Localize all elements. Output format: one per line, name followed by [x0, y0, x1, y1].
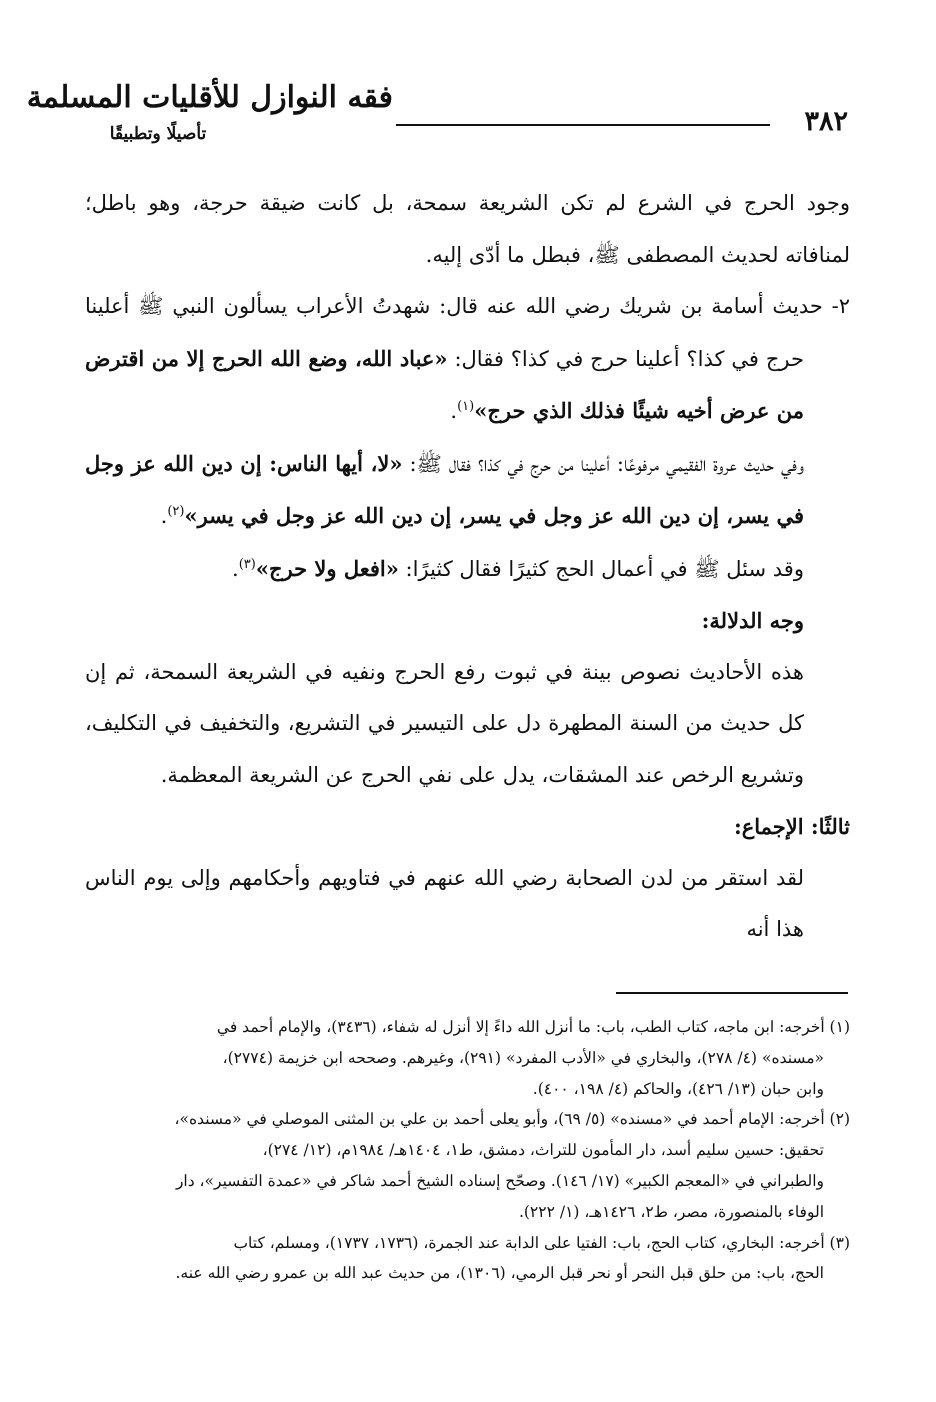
footnote-line: وابن حبان (١٣/ ٤٢٦)، والحاكم (٤/ ١٩٨، ٤٠٠).	[532, 1079, 824, 1098]
footnote-line: «مسنده» (٤/ ٢٧٨)، والبخاري في «الأدب المفرد» (٢٩١)، وغيرهم. وصححه ابن خزيمة (٢٧٧٤)،	[222, 1048, 824, 1067]
footnote-separator	[616, 992, 848, 994]
main-text	[85, 178, 850, 956]
hadith-text: وقد سئل ﷺ في أعمال الحج كثيرًا فقال كثيرًا:	[398, 556, 804, 581]
footnote-ref-1[interactable]: (١)	[457, 399, 475, 414]
header-rule	[396, 124, 770, 126]
footnote-1	[85, 1012, 850, 1104]
section-heading-consensus: ثالثًا: الإجماع:	[733, 814, 850, 839]
hadith-intro: ٢- حديث أسامة بن شريك رضي الله عنه قال: شهدتُ الأعراب يسألون النبي ﷺ أعلينا	[85, 294, 850, 318]
footnote-line: (٢) أخرجه: الإمام أحمد في «مسنده» (٥/ ٦٩)، وأبو يعلى أحمد بن علي بن المثنى الموصلي في «مسنده»،	[174, 1110, 850, 1129]
footnote-3	[85, 1228, 850, 1290]
footnote-line: تحقيق: حسين سليم أسد، دار المأمون للتراث، دمشق، ط١، ١٤٠٤هـ/ ١٩٨٤م، (١٢/ ٢٧٤)،	[262, 1141, 824, 1160]
hajj-paragraph	[85, 543, 850, 596]
hadith-text: وفي حديث عروة الفقيمي مرفوعًا: أعلينا من حرج في كذا؟ فقال ﷺ:	[402, 451, 804, 476]
book-title-block	[26, 72, 393, 156]
footnote-2	[85, 1104, 850, 1227]
paragraph-continuation	[85, 178, 850, 281]
hadith-quote: «لا، أيها الناس: إن دين الله عز وجل في يسر، إن دين الله عز وجل في يسر، إن دين الله عز وجل في يسر»	[85, 450, 804, 528]
hadith-quote: «عباد الله، وضع الله الحرج إلا من اقترض من عرض أخيه شيئًا فذلك الذي حرج»	[85, 345, 804, 423]
evidence-paragraph: هذه الأحاديث نصوص بينة في ثبوت رفع الحرج ونفيه في الشريعة السمحة، ثم إن كل حديث من السنة المطهرة دل على التيسير في التشريع، والتخفيف في التكليف، وتشريع الرخص عند المشقات، يدل على نفي الحرج عن الشريعة المعظمة.	[85, 659, 804, 787]
page-header	[26, 72, 848, 156]
section-heading-evidence: وجه الدلالة:	[701, 608, 804, 633]
footnote-line: الحج، باب: من حلق قبل النحر أو نحر قبل الرمي، (١٣٠٦)، من حديث عبد الله بن عمرو رضي الله عنه.	[175, 1264, 824, 1283]
paragraph-line: وجود الحرج في الشرع لم تكن الشريعة سمحة، بل كانت ضيقة حرجة، وهو باطل؛	[85, 191, 850, 215]
hadith-paragraph-urwa	[85, 438, 850, 543]
consensus-paragraph: لقد استقر من لدن الصحابة رضي الله عنهم في فتاويهم وأحكامهم وإلى يوم الناس هذا أنه	[85, 865, 804, 941]
footnote-line: (٣) أخرجه: البخاري، كتاب الحج، باب: الفتيا على الدابة عند الجمرة، (١٧٣٦، ١٧٣٧)، ومسلم، كتاب	[233, 1233, 850, 1252]
hadith-text: حرج في كذا؟ أعلينا حرج في كذا؟ فقال:	[447, 346, 804, 371]
page-number: ٣٨٢	[804, 106, 848, 137]
footnote-line: الوفاء بالمنصورة، مصر، ط٢، ١٤٢٦هـ، (١/ ٢٢٢).	[518, 1202, 824, 1221]
hadith-paragraph-osama	[85, 281, 850, 438]
footnote-line: والطبراني في «المعجم الكبير» (١٧/ ١٤٦). وصحّح إسناده الشيخ أحمد شاكر في «عمدة التفسير»، دار	[175, 1171, 824, 1190]
hadith-quote: «افعل ولا حرج»	[255, 555, 399, 581]
footnote-line: (١) أخرجه: ابن ماجه، كتاب الطب، باب: ما أنزل الله داءً إلا أنزل له شفاء، (٣٤٣٦)، والإمام أحمد في	[216, 1018, 850, 1036]
footnote-ref-2[interactable]: (٢)	[167, 504, 185, 519]
footnotes	[85, 1012, 850, 1289]
sentence-end: .	[160, 504, 168, 528]
footnote-ref-3[interactable]: (٣)	[238, 556, 256, 572]
book-subtitle: تأصيلًا وتطبيقًا	[109, 124, 207, 144]
sentence-end: .	[232, 556, 239, 581]
book-title: فقه النوازل للأقليات المسلمة	[26, 80, 393, 115]
paragraph-line: لمنافاته لحديث المصطفى ﷺ، فبطل ما أدّى إليه.	[425, 242, 850, 267]
sentence-end: .	[450, 399, 458, 423]
